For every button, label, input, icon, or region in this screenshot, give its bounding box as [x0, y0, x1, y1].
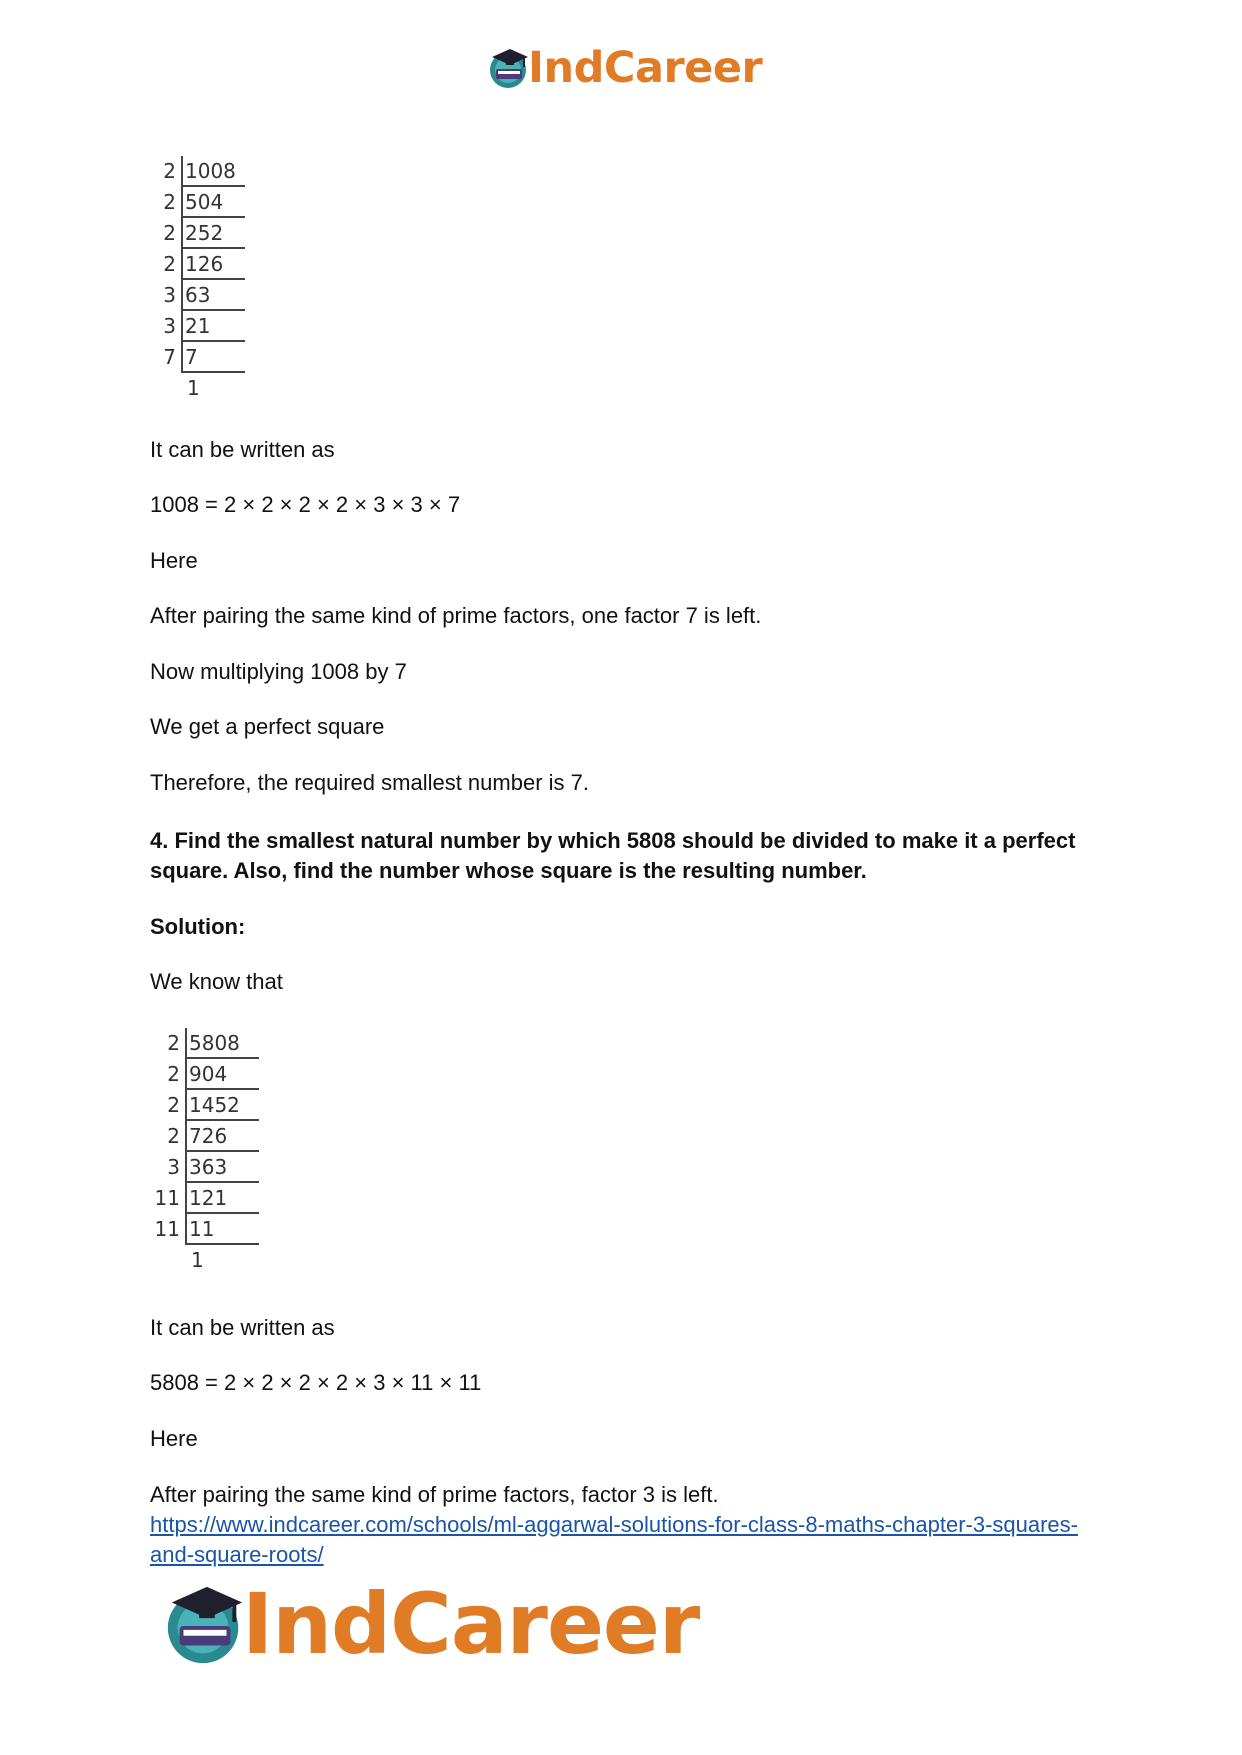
equation-1008: 1008 = 2 × 2 × 2 × 2 × 3 × 3 × 7 — [150, 492, 461, 517]
final-quotient: 1 — [187, 376, 200, 400]
divisor: 2 — [163, 190, 176, 214]
ladder-row — [150, 187, 245, 218]
ladder-underline — [181, 371, 245, 373]
here-text: Here — [150, 548, 198, 573]
ladder-row — [150, 1152, 259, 1183]
dividend: 7 — [185, 345, 198, 369]
brand-name: IndCareer — [528, 43, 763, 93]
dividend: 11 — [189, 1217, 215, 1241]
dividend: 726 — [189, 1124, 228, 1148]
here-text-2: Here — [150, 1426, 198, 1451]
dividend: 63 — [185, 283, 211, 307]
we-know-text: We know that — [150, 969, 283, 994]
equation-5808: 5808 = 2 × 2 × 2 × 2 × 3 × 11 × 11 — [150, 1370, 482, 1395]
ladder-row — [150, 280, 245, 311]
conclusion-text: Therefore, the required smallest number is 7. — [150, 770, 589, 795]
question-4: 4. Find the smallest natural number by which 5808 should be divided to make it a perfect square. Also, find the number whose square is the resulting number. — [150, 828, 1076, 883]
dividend: 121 — [189, 1186, 228, 1210]
brand-name-footer: IndCareer — [242, 1575, 700, 1673]
divisor: 2 — [167, 1031, 180, 1055]
divisor: 2 — [167, 1062, 180, 1086]
ladder-row — [150, 249, 245, 280]
dividend: 904 — [189, 1062, 228, 1086]
ladder-row — [150, 342, 245, 373]
footer-logo — [160, 1576, 699, 1672]
ladder-row — [150, 218, 245, 249]
divisor: 11 — [154, 1217, 180, 1241]
dividend: 252 — [185, 221, 224, 245]
graduation-cap-book-globe-icon — [160, 1579, 250, 1669]
ladder-underline — [185, 1243, 259, 1245]
perfect-square-text: We get a perfect square — [150, 714, 385, 739]
dividend: 126 — [185, 252, 224, 276]
dividend: 5808 — [189, 1031, 240, 1055]
ladder-row — [150, 1028, 259, 1059]
divisor: 7 — [163, 345, 176, 369]
solution-label: Solution: — [150, 914, 246, 939]
divisor: 2 — [163, 159, 176, 183]
divisor: 2 — [163, 252, 176, 276]
multiplying-text: Now multiplying 1008 by 7 — [150, 659, 407, 684]
pairing-text: After pairing the same kind of prime factors, one factor 7 is left. — [150, 603, 762, 628]
dividend: 504 — [185, 190, 224, 214]
ladder-row — [150, 1121, 259, 1152]
dividend: 1008 — [185, 159, 236, 183]
ladder-row — [150, 311, 245, 342]
ladder-divider — [181, 156, 183, 373]
divisor: 3 — [163, 314, 176, 338]
ladder-divider — [185, 1028, 187, 1245]
ladder-row — [150, 156, 245, 187]
divisor: 3 — [163, 283, 176, 307]
ladder-row — [150, 1183, 259, 1214]
source-link[interactable]: https://www.indcareer.com/schools/ml-aggarwal-solutions-for-class-8-maths-chapter-3-squares-and-square-roots/ — [150, 1512, 1078, 1567]
dividend: 1452 — [189, 1093, 240, 1117]
ladder-row — [150, 1090, 259, 1121]
divisor: 2 — [167, 1124, 180, 1148]
dividend: 21 — [185, 314, 211, 338]
pairing-text-2: After pairing the same kind of prime factors, factor 3 is left. — [150, 1482, 719, 1507]
written-as-text: It can be written as — [150, 437, 335, 462]
written-as-text-2: It can be written as — [150, 1315, 335, 1340]
divisor: 3 — [167, 1155, 180, 1179]
dividend: 363 — [189, 1155, 228, 1179]
header-logo — [486, 40, 762, 96]
ladder-row — [150, 1214, 259, 1245]
divisor: 11 — [154, 1186, 180, 1210]
graduation-cap-book-globe-icon — [486, 45, 532, 91]
final-quotient: 1 — [191, 1248, 204, 1272]
divisor: 2 — [163, 221, 176, 245]
divisor: 2 — [167, 1093, 180, 1117]
ladder-row — [150, 1059, 259, 1090]
